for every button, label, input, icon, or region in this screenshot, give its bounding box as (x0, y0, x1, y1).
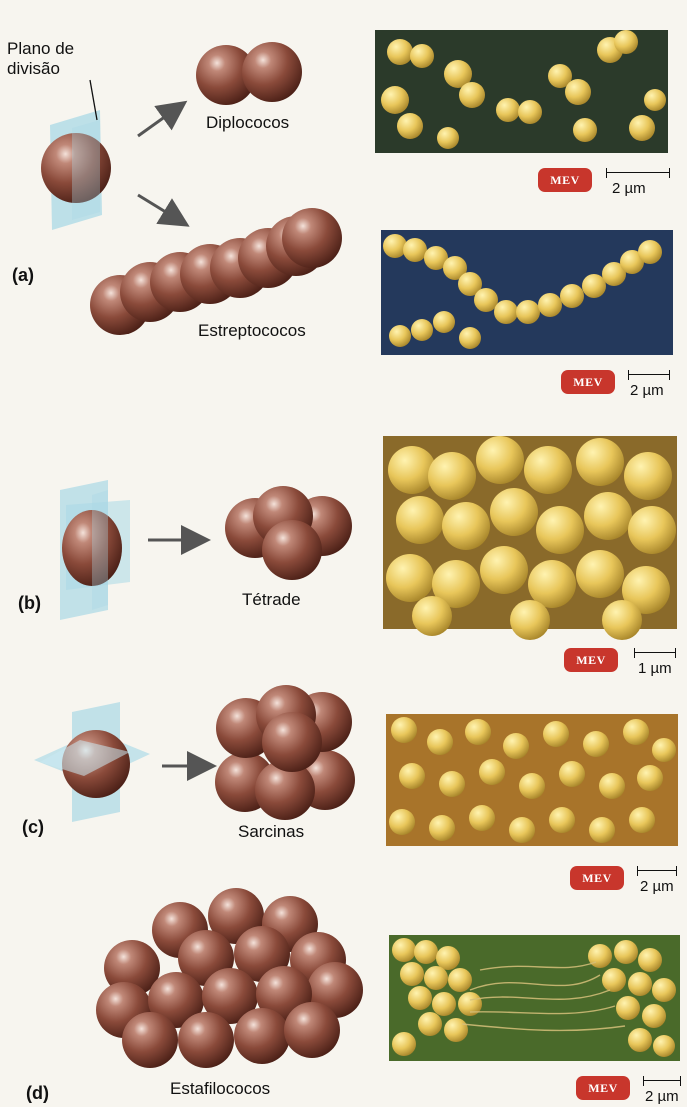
panel-label-b: (b) (18, 593, 41, 613)
panel-label-a: (a) (12, 265, 34, 285)
mev-badge: MEV (538, 168, 592, 192)
panel-label-d: (d) (26, 1083, 49, 1103)
label-estreptococos: Estreptococos (198, 321, 306, 340)
label-diplococos: Diplococos (206, 113, 290, 132)
scale-label: 2 µm (645, 1088, 679, 1105)
scale-label: 2 µm (640, 878, 674, 895)
scale-label: 2 µm (630, 382, 664, 399)
arrow-diplococos (138, 106, 180, 136)
mev-badge: MEV (576, 1076, 630, 1100)
label-tetrade: Tétrade (242, 590, 301, 609)
dividing-cell-b (60, 480, 130, 620)
mev-badge: MEV (570, 866, 624, 890)
plane-label-line2: divisão (7, 59, 60, 78)
estafilococos-drawing (96, 888, 363, 1068)
micrograph-diplococos (375, 30, 668, 153)
estreptococos-drawing (90, 208, 342, 335)
arrow-estreptococos (138, 195, 182, 222)
label-sarcinas: Sarcinas (238, 822, 305, 841)
micrograph-sarcinas (386, 714, 678, 846)
micrograph-estreptococos (381, 230, 673, 355)
dividing-cell-c (34, 702, 150, 822)
dividing-cell-a (41, 80, 111, 230)
scale-label: 1 µm (638, 660, 672, 677)
tetrade-drawing (225, 486, 352, 580)
plane-label-line1: Plano de (7, 39, 75, 58)
diplococos-drawing (196, 42, 302, 105)
label-estafilococos: Estafilococos (170, 1079, 271, 1098)
sarcinas-drawing (215, 685, 355, 820)
scale-label: 2 µm (612, 180, 646, 197)
mev-badge: MEV (561, 370, 615, 394)
panel-label-c: (c) (22, 817, 44, 837)
micrograph-estafilococos (389, 935, 680, 1061)
mev-badge: MEV (564, 648, 618, 672)
micrograph-tetrade (383, 436, 677, 640)
